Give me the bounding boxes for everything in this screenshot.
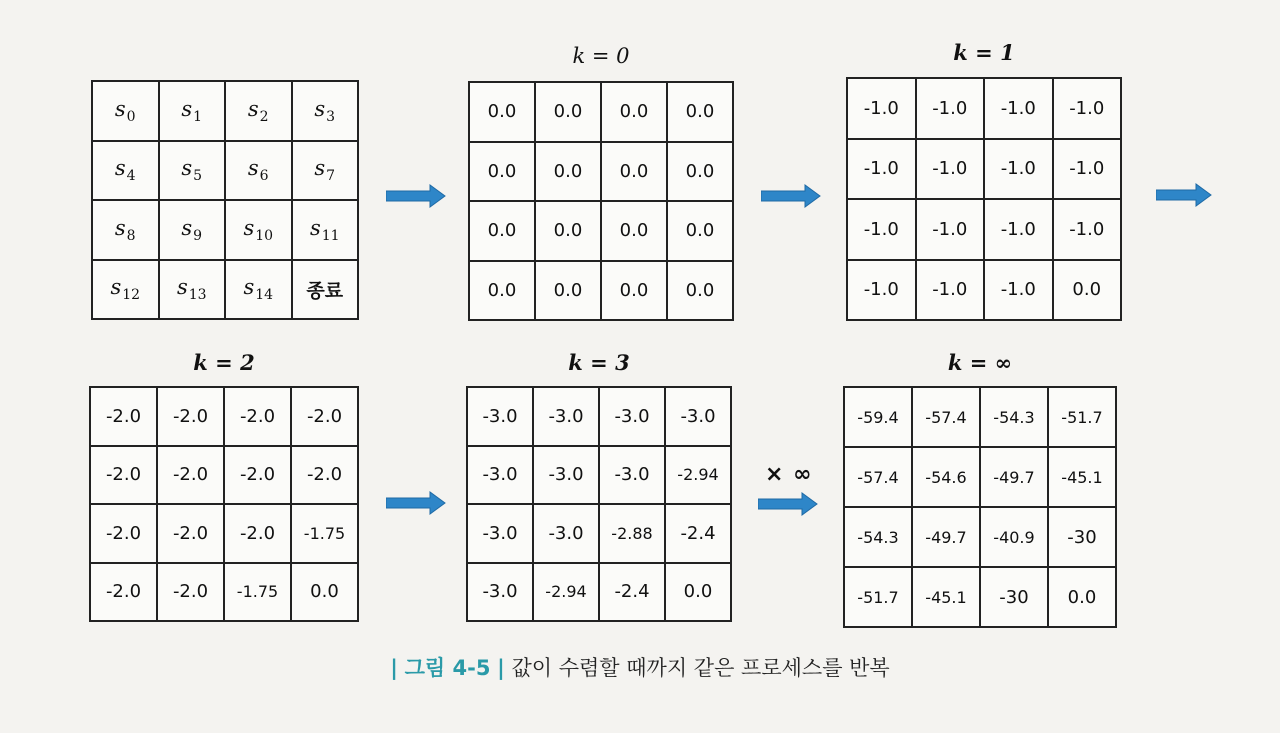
value-cell: -2.0 (225, 388, 290, 445)
state-label (115, 97, 136, 125)
state-grid-panel (91, 80, 359, 320)
value-cell: -51.7 (845, 568, 911, 626)
value-cell: 0.0 (602, 262, 666, 320)
state-symbol: s (176, 275, 188, 300)
state-symbol: s (243, 275, 255, 300)
value-cell: -3.0 (468, 505, 532, 562)
state-symbol: s (314, 96, 326, 121)
value-grid (468, 81, 734, 321)
value-cell: 0.0 (536, 83, 600, 141)
value-cell: 0.0 (602, 143, 666, 201)
value-cell: 0.0 (536, 143, 600, 201)
value-grid (843, 386, 1117, 628)
value-cell: -1.0 (1054, 140, 1121, 199)
caption-text: 값이 수렴할 때까지 같은 프로세스를 반복 (511, 656, 890, 680)
arrow-right-icon (1156, 183, 1212, 207)
value-cell: -45.1 (1049, 448, 1115, 506)
state-grid (91, 80, 359, 320)
value-cell: -2.0 (158, 505, 223, 562)
value-cell: -51.7 (1049, 388, 1115, 446)
state-symbol: s (247, 156, 259, 181)
value-cell: -1.0 (1054, 79, 1121, 138)
value-cell: -2.0 (225, 505, 290, 562)
state-cell (293, 201, 358, 259)
value-cell: -49.7 (913, 508, 979, 566)
state-symbol: s (247, 96, 259, 121)
value-cell: -2.0 (91, 447, 156, 504)
value-cell: -3.0 (534, 388, 598, 445)
state-label (177, 275, 207, 303)
value-cell: -1.0 (985, 140, 1052, 199)
value-cell: -1.0 (985, 79, 1052, 138)
state-index: 13 (188, 287, 207, 304)
value-grid-panel-k3 (466, 350, 732, 622)
state-symbol: s (114, 156, 126, 181)
value-cell: -2.0 (292, 388, 357, 445)
value-cell: -2.4 (666, 505, 730, 562)
grid-title: k = 2 (193, 350, 255, 375)
state-label (110, 275, 140, 303)
value-cell: -1.0 (985, 261, 1052, 320)
value-cell: -2.0 (225, 447, 290, 504)
value-cell: 0.0 (536, 262, 600, 320)
value-cell: -1.75 (225, 564, 290, 621)
grid-title: k = 0 (572, 44, 630, 68)
state-label (248, 97, 269, 125)
state-index: 1 (193, 108, 203, 125)
value-cell: -2.0 (158, 447, 223, 504)
state-cell (93, 142, 158, 200)
state-symbol: s (110, 275, 122, 300)
state-cell (226, 142, 291, 200)
state-label (314, 97, 335, 125)
value-cell: 0.0 (536, 202, 600, 260)
state-cell (160, 142, 225, 200)
value-cell: 0.0 (470, 83, 534, 141)
value-cell: -3.0 (600, 388, 664, 445)
state-index: 7 (326, 168, 336, 185)
value-cell: 0.0 (1049, 568, 1115, 626)
value-cell: 0.0 (666, 564, 730, 621)
value-cell: -54.3 (845, 508, 911, 566)
state-index: 3 (326, 108, 336, 125)
state-label (115, 216, 136, 244)
value-cell: -2.0 (292, 447, 357, 504)
arrow-right-icon (386, 491, 446, 515)
state-label (181, 156, 202, 184)
value-cell: 0.0 (668, 143, 732, 201)
state-symbol: s (181, 215, 193, 240)
state-index: 10 (255, 227, 274, 244)
value-cell: -59.4 (845, 388, 911, 446)
arrow-right-icon (761, 184, 821, 208)
value-cell: -57.4 (845, 448, 911, 506)
value-cell: -30 (981, 568, 1047, 626)
value-cell: 0.0 (668, 83, 732, 141)
value-cell: -3.0 (534, 505, 598, 562)
value-cell: -3.0 (666, 388, 730, 445)
figure-caption (0, 652, 1280, 682)
value-cell: -1.0 (848, 261, 915, 320)
state-symbol: s (243, 215, 255, 240)
state-index: 6 (259, 168, 269, 185)
value-cell: 0.0 (470, 202, 534, 260)
repeat-infinity-label: × ∞ (765, 462, 813, 487)
value-cell: -1.75 (292, 505, 357, 562)
state-symbol: s (114, 96, 126, 121)
value-cell: -49.7 (981, 448, 1047, 506)
state-symbol: s (181, 156, 193, 181)
value-cell: -3.0 (468, 564, 532, 621)
state-index: 12 (122, 287, 141, 304)
value-cell: -2.94 (534, 564, 598, 621)
value-cell: 0.0 (292, 564, 357, 621)
value-grid-panel-k2 (89, 350, 359, 622)
arrow-right-icon (386, 184, 446, 208)
value-cell: -1.0 (1054, 200, 1121, 259)
value-cell: -2.0 (91, 564, 156, 621)
value-cell: -54.6 (913, 448, 979, 506)
value-cell: -54.3 (981, 388, 1047, 446)
value-cell: -2.0 (158, 388, 223, 445)
arrow-right-icon (758, 492, 818, 516)
value-cell: -3.0 (534, 447, 598, 504)
value-grid-panel-k1 (846, 40, 1122, 321)
state-cell (226, 82, 291, 140)
value-cell: -1.0 (848, 140, 915, 199)
state-label (181, 216, 202, 244)
value-cell: -1.0 (917, 261, 984, 320)
state-cell (93, 82, 158, 140)
state-label (306, 276, 343, 303)
state-cell (160, 261, 225, 319)
state-label (243, 216, 273, 244)
value-cell: -1.0 (848, 79, 915, 138)
state-index: 5 (193, 168, 203, 185)
state-label (181, 97, 202, 125)
value-cell: -3.0 (468, 447, 532, 504)
grid-title: k = 3 (568, 350, 630, 375)
value-cell: -2.88 (600, 505, 664, 562)
state-label (243, 275, 273, 303)
value-cell: 0.0 (602, 83, 666, 141)
value-cell: -3.0 (600, 447, 664, 504)
value-cell: -40.9 (981, 508, 1047, 566)
value-cell: -1.0 (917, 79, 984, 138)
value-cell: 0.0 (1054, 261, 1121, 320)
value-cell: -2.0 (91, 388, 156, 445)
value-cell: -2.94 (666, 447, 730, 504)
state-index: 14 (255, 287, 274, 304)
state-index: 11 (321, 227, 340, 244)
state-cell (226, 261, 291, 319)
value-cell: -1.0 (917, 200, 984, 259)
value-cell: -57.4 (913, 388, 979, 446)
value-grid (466, 386, 732, 622)
value-grid (89, 386, 359, 622)
value-cell: -45.1 (913, 568, 979, 626)
state-cell (293, 261, 358, 319)
grid-title: k = ∞ (947, 350, 1013, 375)
grid-title: k = 1 (953, 40, 1015, 65)
state-cell (226, 201, 291, 259)
state-label (314, 156, 335, 184)
state-label (248, 156, 269, 184)
value-cell: 0.0 (470, 262, 534, 320)
value-grid-panel-kinf (843, 350, 1117, 628)
value-cell: -1.0 (848, 200, 915, 259)
value-cell: -2.0 (158, 564, 223, 621)
state-index: 2 (259, 108, 269, 125)
caption-bar: | (390, 656, 398, 680)
value-cell: 0.0 (668, 262, 732, 320)
state-index: 4 (126, 168, 136, 185)
value-cell: -2.0 (91, 505, 156, 562)
figure-label: 그림 4-5 (404, 656, 491, 680)
state-cell (93, 261, 158, 319)
state-index: 8 (126, 227, 136, 244)
state-symbol: 종료 (306, 279, 344, 302)
state-symbol: s (314, 156, 326, 181)
value-cell: -30 (1049, 508, 1115, 566)
value-cell: -1.0 (985, 200, 1052, 259)
state-symbol: s (181, 96, 193, 121)
state-cell (160, 82, 225, 140)
state-cell (93, 201, 158, 259)
value-cell: -1.0 (917, 140, 984, 199)
state-cell (160, 201, 225, 259)
caption-bar: | (497, 656, 505, 680)
state-label (115, 156, 136, 184)
value-cell: 0.0 (470, 143, 534, 201)
state-symbol: s (114, 215, 126, 240)
state-label (310, 216, 340, 244)
value-cell: 0.0 (668, 202, 732, 260)
value-cell: -2.4 (600, 564, 664, 621)
state-cell (293, 82, 358, 140)
state-cell (293, 142, 358, 200)
value-grid (846, 77, 1122, 321)
value-cell: 0.0 (602, 202, 666, 260)
value-grid-panel-k0 (468, 44, 734, 321)
state-symbol: s (309, 215, 321, 240)
state-index: 9 (193, 227, 203, 244)
state-index: 0 (126, 108, 136, 125)
value-cell: -3.0 (468, 388, 532, 445)
